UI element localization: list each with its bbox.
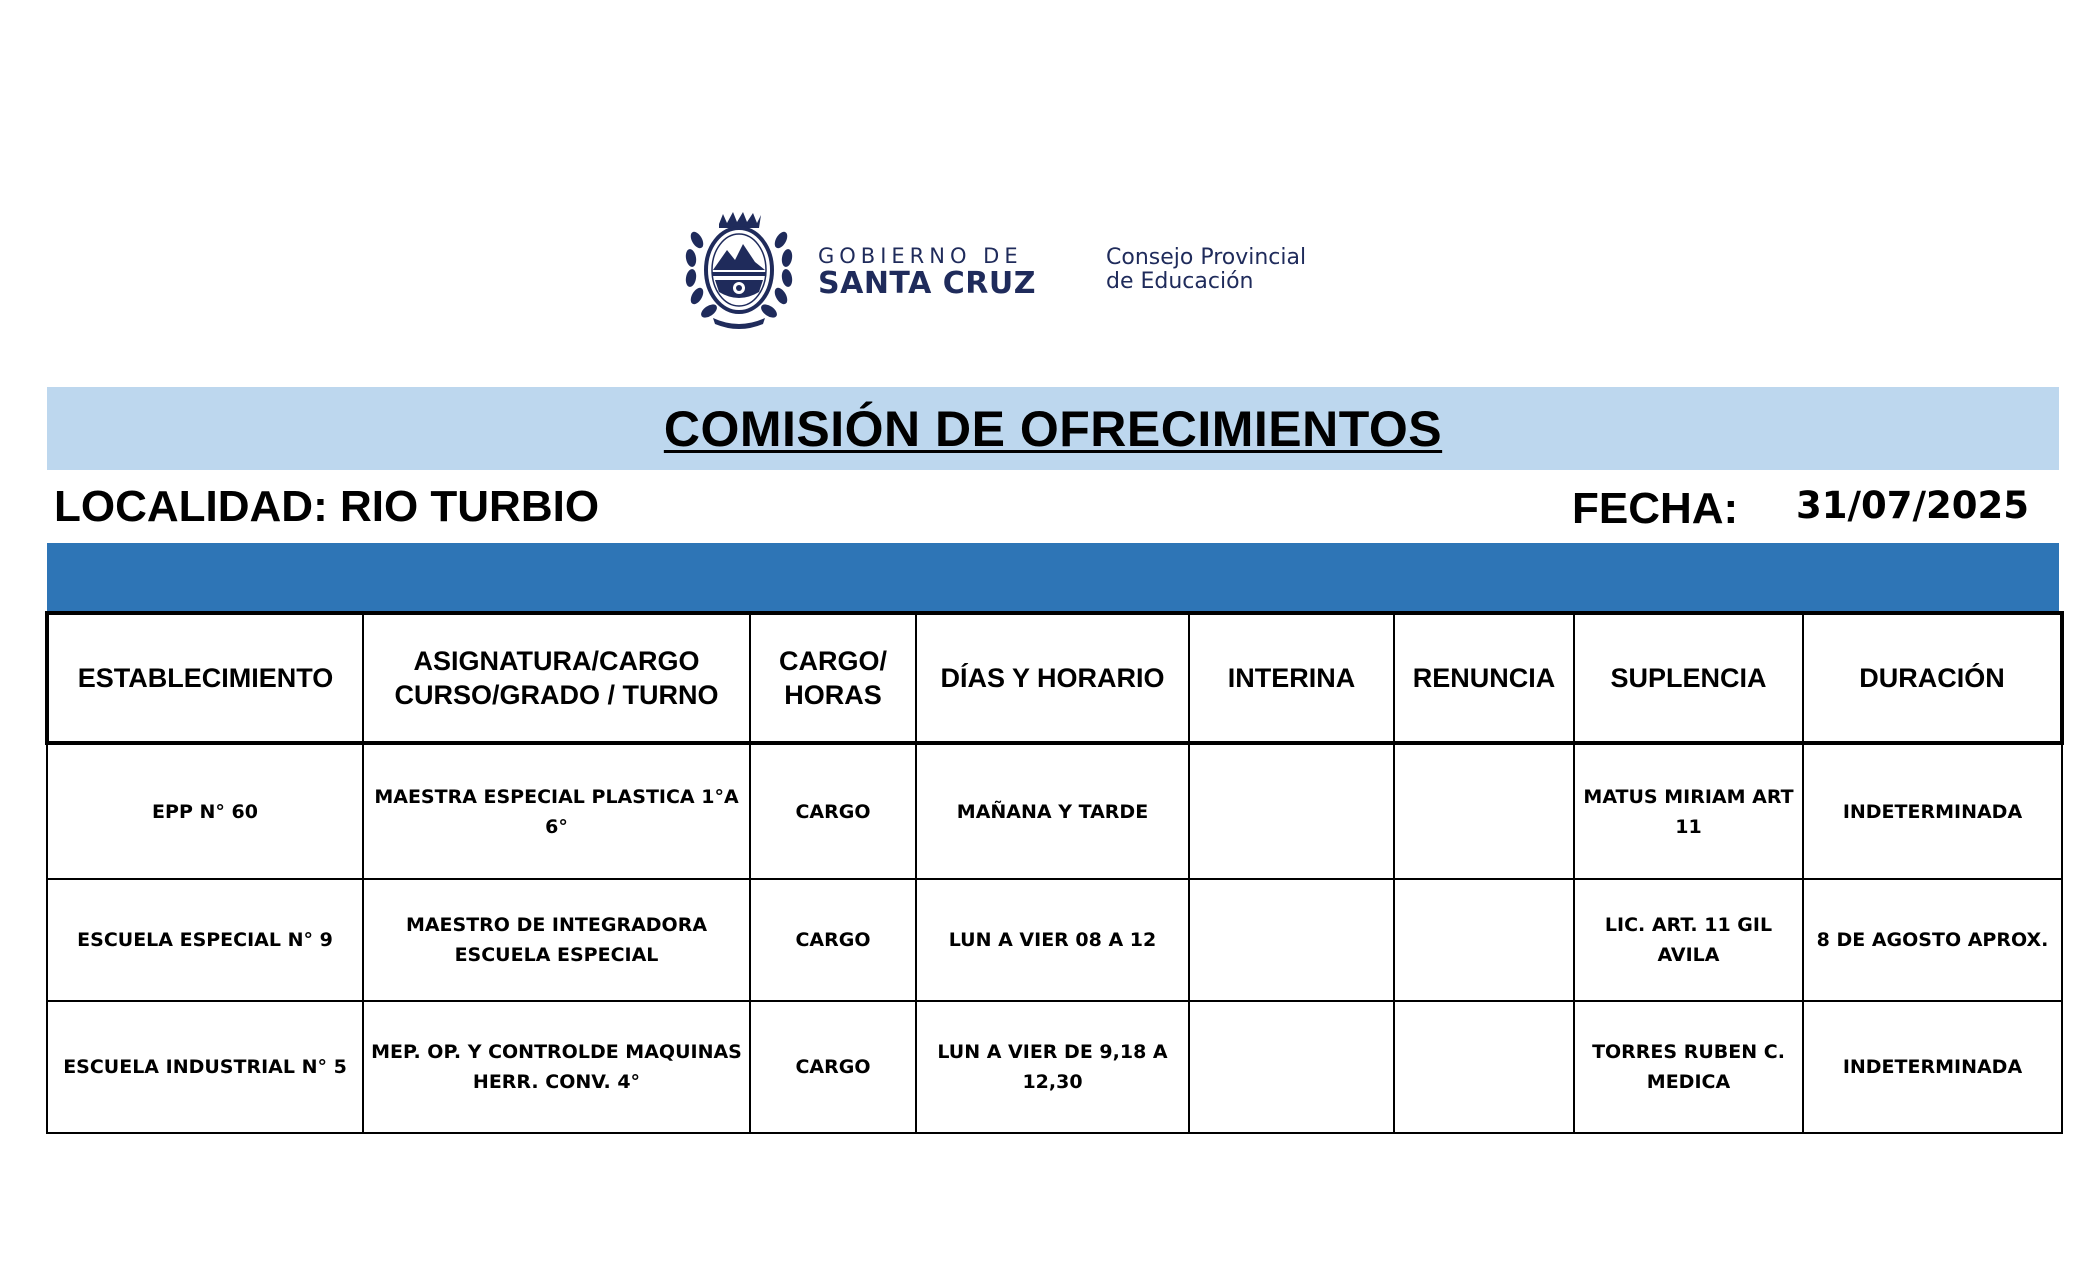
cell-asignatura: MAESTRO DE INTEGRADORA ESCUELA ESPECIAL bbox=[363, 879, 750, 1001]
localidad-label: LOCALIDAD: RIO TURBIO bbox=[54, 482, 600, 531]
cell-establecimiento: EPP N° 60 bbox=[47, 743, 363, 879]
title-band bbox=[47, 387, 2059, 470]
cell-dias-horario: MAÑANA Y TARDE bbox=[916, 743, 1189, 879]
meta-row bbox=[47, 470, 2059, 542]
cell-duracion: INDETERMINADA bbox=[1803, 743, 2062, 879]
council-name bbox=[1106, 246, 1366, 294]
government-name bbox=[818, 244, 1068, 300]
gov-line2: SANTA CRUZ bbox=[818, 266, 1036, 301]
consejo-line1: Consejo Provincial bbox=[1106, 245, 1307, 270]
santa-cruz-coat-of-arms-icon bbox=[683, 210, 795, 330]
header-logo bbox=[683, 210, 1363, 330]
header-suplencia: SUPLENCIA bbox=[1574, 613, 1803, 743]
blue-band bbox=[47, 543, 2059, 611]
offers-table bbox=[45, 611, 2064, 1134]
header-establecimiento: ESTABLECIMIENTO bbox=[47, 613, 363, 743]
cell-cargo-horas: CARGO bbox=[750, 1001, 916, 1133]
gov-line1: GOBIERNO DE bbox=[818, 244, 1023, 268]
page-title: COMISIÓN DE OFRECIMIENTOS bbox=[663, 400, 1443, 457]
header-cargo-horas: CARGO/ HORAS bbox=[750, 613, 916, 743]
table-row bbox=[47, 1001, 2062, 1133]
cell-establecimiento: ESCUELA INDUSTRIAL N° 5 bbox=[47, 1001, 363, 1133]
header-interina: INTERINA bbox=[1189, 613, 1394, 743]
consejo-line2: de Educación bbox=[1106, 269, 1254, 294]
cell-cargo-horas: CARGO bbox=[750, 879, 916, 1001]
table-row bbox=[47, 879, 2062, 1001]
cell-asignatura: MEP. OP. Y CONTROLDE MAQUINAS HERR. CONV. 4° bbox=[363, 1001, 750, 1133]
header-asignatura: ASIGNATURA/CARGO CURSO/GRADO / TURNO bbox=[363, 613, 750, 743]
cell-duracion: INDETERMINADA bbox=[1803, 1001, 2062, 1133]
cell-dias-horario: LUN A VIER 08 A 12 bbox=[916, 879, 1189, 1001]
cell-suplencia: LIC. ART. 11 GIL AVILA bbox=[1574, 879, 1803, 1001]
cell-interina bbox=[1189, 1001, 1394, 1133]
cell-interina bbox=[1189, 879, 1394, 1001]
cell-suplencia: MATUS MIRIAM ART 11 bbox=[1574, 743, 1803, 879]
cell-renuncia bbox=[1394, 1001, 1574, 1133]
cell-renuncia bbox=[1394, 879, 1574, 1001]
cell-suplencia: TORRES RUBEN C. MEDICA bbox=[1574, 1001, 1803, 1133]
header-renuncia: RENUNCIA bbox=[1394, 613, 1574, 743]
fecha-label: FECHA: bbox=[1572, 484, 1739, 533]
cell-establecimiento: ESCUELA ESPECIAL N° 9 bbox=[47, 879, 363, 1001]
cell-duracion: 8 DE AGOSTO APROX. bbox=[1803, 879, 2062, 1001]
header-dias-horario: DÍAS Y HORARIO bbox=[916, 613, 1189, 743]
cell-renuncia bbox=[1394, 743, 1574, 879]
header-duracion: DURACIÓN bbox=[1803, 613, 2062, 743]
fecha-value: 31/07/2025 bbox=[1796, 484, 2029, 527]
cell-dias-horario: LUN A VIER DE 9,18 A 12,30 bbox=[916, 1001, 1189, 1133]
cell-cargo-horas: CARGO bbox=[750, 743, 916, 879]
table-header bbox=[47, 613, 2062, 743]
cell-interina bbox=[1189, 743, 1394, 879]
cell-asignatura: MAESTRA ESPECIAL PLASTICA 1°A 6° bbox=[363, 743, 750, 879]
table-row bbox=[47, 743, 2062, 879]
